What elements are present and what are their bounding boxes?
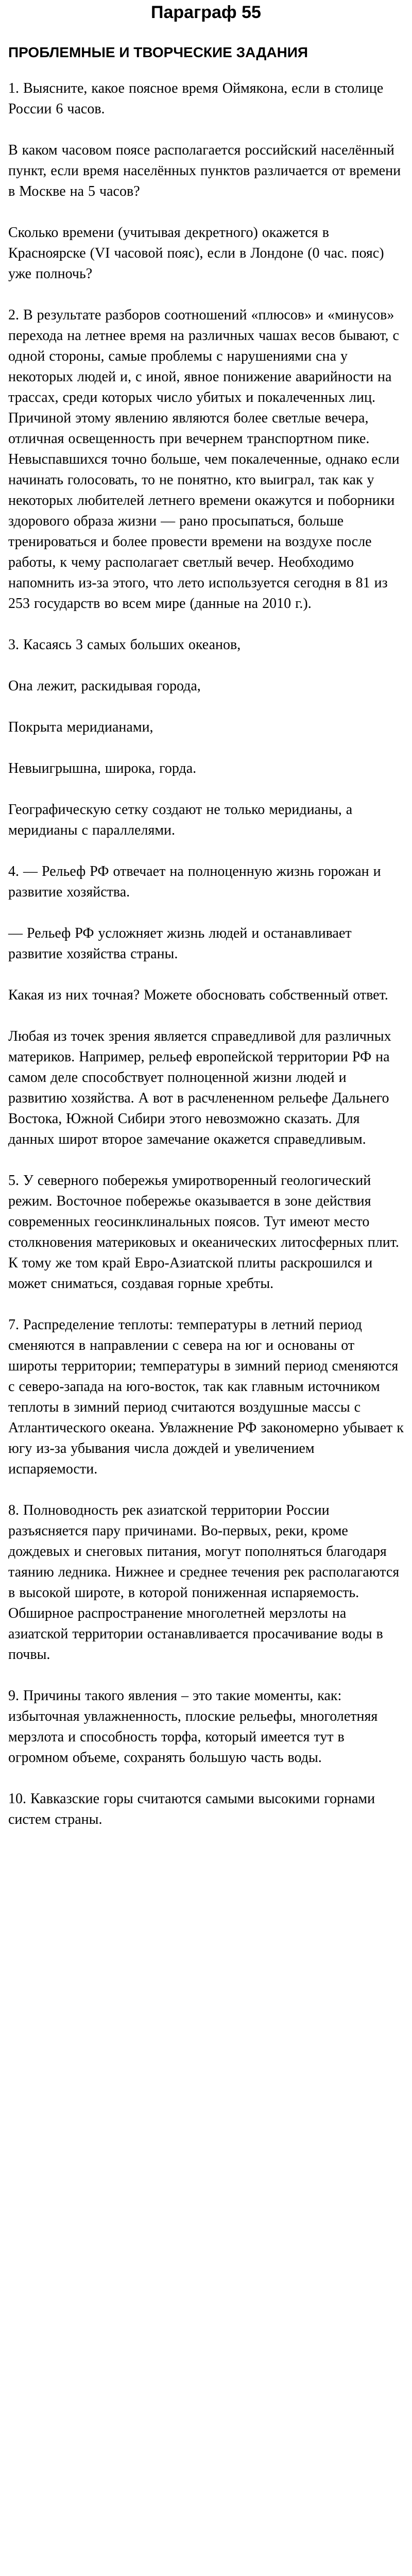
paragraph: 5. У северного побережья умиротворенный геологический режим. Восточное побережье оказывается в зоне действия современных геосинклинальных поясов. Тут имеют место столкновения материковых и океанических литосферных плит. К тому же том край Евро-Азиатской плиты раскрошился и может сниматься, создавая горные хребты. [8, 1173, 399, 1292]
section-heading: ПРОБЛЕМНЫЕ И ТВОРЧЕСКИЕ ЗАДАНИЯ [8, 44, 308, 60]
paragraph: — Рельеф РФ усложняет жизнь людей и останавливает развитие хозяйства страны. [8, 925, 352, 962]
paragraph: Любая из точек зрения является справедливой для различных материков. Например, рельеф европейской территории РФ на самом деле способствует полноценной жизни людей и развитию хозяйства. А вот в расчлененном рельефе Дальнего Востока, Южной Сибири этого невозможно сказать. Для данных широт второе замечание окажется справедливым. [8, 1028, 391, 1147]
paragraph: 3. Касаясь 3 самых больших океанов, [8, 637, 241, 653]
paragraph: 1. Выясните, какое поясное время Оймякона, если в столице России 6 часов. [8, 80, 384, 117]
paragraph: Сколько времени (учитывая декретного) окажется в Красноярске (VI часовой пояс), если в Лондоне (0 час. пояс) уже полночь? [8, 225, 384, 282]
paragraph: Какая из них точная? Можете обосновать собственный ответ. [8, 987, 388, 1003]
paragraph: Невыигрышна, широка, горда. [8, 760, 197, 776]
paragraph: 4. — Рельеф РФ отвечает на полноценную жизнь горожан и развитие хозяйства. [8, 863, 381, 900]
paragraph: В каком часовом поясе располагается российский населённый пункт, если время населённых пунктов различается от времени в Москве на 5 часов? [8, 142, 401, 199]
page-title: Параграф 55 [151, 3, 261, 22]
paragraph: 9. Причины такого явления – это такие моменты, как: избыточная увлажненность, плоские рельефы, многолетняя мерзлота и способность торфа, который имеется тут в огромном объеме, сохранять большую часть воды. [8, 1688, 378, 1766]
paragraph: 8. Полноводность рек азиатской территории России разъясняется пару причинами. Во-первых, реки, кроме дождевых и снеговых питания, могут пополняться благодаря таянию ледника. Нижнее и среднее течения рек располагаются в высокой широте, в которой пониженная испаряемость. Обширное распространение многолетней мерзлоты на азиатской территории останавливается просачивание воды в почвы. [8, 1502, 400, 1663]
paragraph: Она лежит, раскидывая города, [8, 678, 201, 694]
paragraph-list [8, 78, 404, 1830]
paragraph: Покрыта меридианами, [8, 719, 153, 735]
paragraph: 2. В результате разборов соотношений «плюсов» и «минусов» перехода на летнее время на различных чашах весов бывают, с одной стороны, самые проблемы с нарушениями сна у некоторых людей и, с иной, явное понижение аварийности на трассах, среди которых число убитых и покалеченных лиц. Причиной этому явлению являются более светлые вечера, отличная освещенность при вечернем транспортном пике. Невыспавшихся точно больше, чем покалеченные, однако если начинать голосовать, то не понятно, кто выиграл, так как у некоторых любителей летнего времени окажутся и поборники здорового образа жизни — рано просыпаться, больше тренироваться и более провести времени на воздухе после работы, к чему располагает светлый вечер. Необходимо напомнить из-за этого, что лето используется сегодня в 81 из 253 государств во всем мире (данные на 2010 г.). [8, 307, 400, 612]
paragraph: Географическую сетку создают не только меридианы, а меридианы с параллелями. [8, 802, 353, 838]
paragraph: 10. Кавказские горы считаются самыми высокими горнами систем страны. [8, 1791, 375, 1827]
paragraph: 7. Распределение теплоты: температуры в летний период сменяются в направлении с севера на юг и основаны от широты территории; температуры в зимний период сменяются с северо-запада на юго-восток, так как главным источником теплоты в зимний период считаются воздушные массы с Атлантического океана. Увлажнение РФ закономерно убывает к югу из-за убывания числа дождей и увеличением испаряемости. [8, 1317, 404, 1477]
